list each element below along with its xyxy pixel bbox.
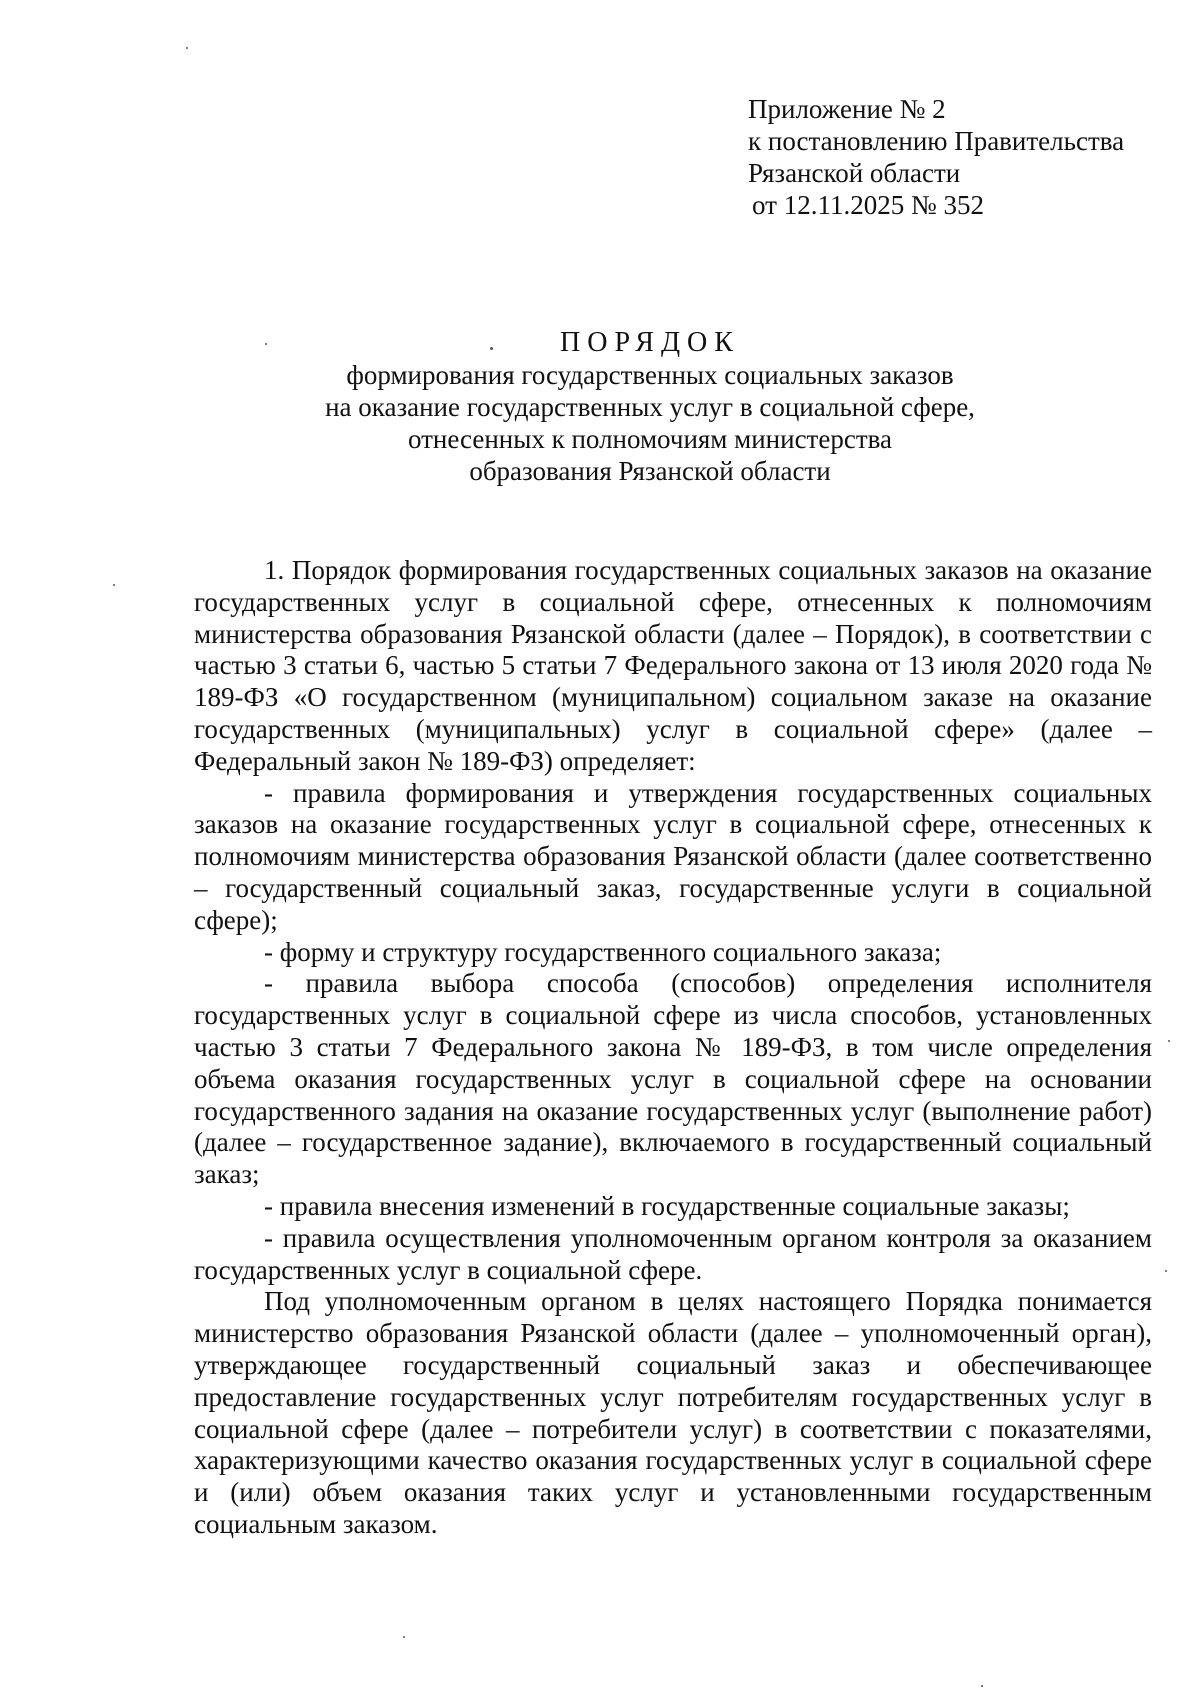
title-line-3: отнесенных к полномочиям министерства (407, 424, 893, 454)
scan-speck (1168, 1040, 1170, 1042)
scan-speck (981, 1685, 983, 1687)
list-item-rules-formation: - правила формирования и утверждения государственных социальных заказов на оказание государственных услуг в социальной сфере, отнесенных к полномочиям министерства образования Рязанской области (далее соответственно – государственный социальный заказ, государственные услуги в социальной сфере); (194, 777, 1152, 935)
scan-speck (186, 47, 188, 49)
list-item-method-selection: - правила выбора способа (способов) определения исполнителя государственных услуг в социальной сфере из числа способов, установленных частью 3 статьи 7 Федерального закона № 189-ФЗ, в том числе определения объема оказания государственных услуг в социальной сфере на основании государственного задания на оказание государственных услуг (выполнение работ) (далее – государственное задание), включаемого в государственный социальный заказ; (194, 968, 1152, 1190)
list-item-form-structure: - форму и структуру государственного социального заказа; (264, 936, 942, 967)
scan-speck (403, 1636, 405, 1638)
appendix-date-number: от 12.11.2025 № 352 (752, 190, 984, 220)
appendix-region: Рязанской области (748, 158, 961, 188)
title-line-2: на оказание государственных услуг в социальной сфере, (325, 392, 975, 422)
document-body (194, 555, 1152, 1541)
scan-speck (265, 343, 267, 345)
appendix-header (748, 93, 1124, 221)
title-heading: ПОРЯДОК (560, 327, 740, 358)
paragraph-authorized-body: Под уполномоченным органом в целях настоящего Порядка понимается министерство образования Рязанской области (далее – уполномоченный орган), утверждающее государственный социальный заказ и обеспечивающее предоставление государственных услуг потребителям государственных услуг в социальной сфере (далее – потребители услуг) в соответствии с показателями, характеризующими качество оказания государственных услуг в социальной сфере и (или) объем оказания таких услуг и установленными государственным социальным заказом. (194, 1286, 1152, 1539)
list-item-control: - правила осуществления уполномоченным органом контроля за оказанием государственных услуг в социальной сфере. (194, 1222, 1152, 1285)
list-item-amendments: - правила внесения изменений в государственные социальные заказы; (264, 1190, 1070, 1221)
scan-speck (113, 584, 115, 586)
paragraph-1: 1. Порядок формирования государственных социальных заказов на оказание государственных услуг в социальной сфере, отнесенных к полномочиям министерства образования Рязанской области (далее – Порядок), в соответствии с частью 3 статьи 6, частью 5 статьи 7 Федерального закона от 13 июля 2020 года № 189-ФЗ «О государственном (муниципальном) социальном заказе на оказание государственных (муниципальных) услуг в социальной сфере» (далее – Федеральный закон № 189-ФЗ) определяет: (194, 555, 1152, 776)
appendix-resolution: к постановлению Правительства (748, 126, 1125, 156)
title-line-4: образования Рязанской области (469, 456, 831, 486)
title-line-1: формирования государственных социальных заказов (346, 360, 954, 390)
appendix-number: Приложение № 2 (748, 94, 946, 124)
scan-speck (1165, 1270, 1167, 1272)
document-title (200, 327, 1100, 487)
scan-speck (490, 347, 493, 350)
